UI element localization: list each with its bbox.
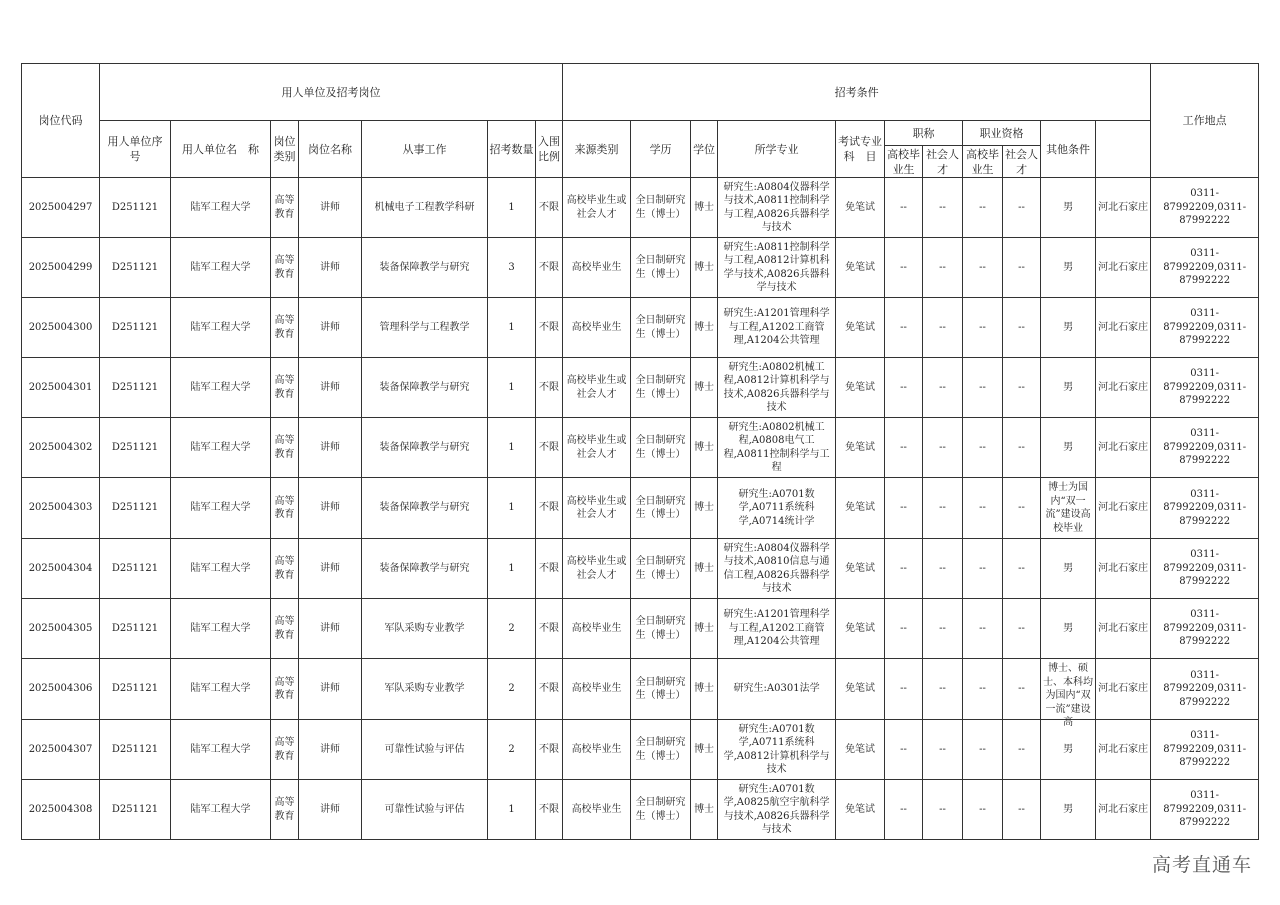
cell-phone: 0311-87992209,0311-87992222 (1151, 659, 1259, 720)
cell-title-social: -- (923, 780, 963, 840)
cell-qual-social: -- (1003, 358, 1041, 418)
header-ratio: 入围比例 (536, 121, 563, 178)
cell-location: 河北石家庄 (1096, 298, 1151, 358)
header-exam: 考试专业科 目 (836, 121, 885, 178)
cell-exam: 免笔试 (836, 358, 885, 418)
cell-unit-seq: D251121 (100, 659, 171, 720)
cell-count: 2 (488, 659, 536, 720)
cell-qual-social: -- (1003, 178, 1041, 238)
cell-location: 河北石家庄 (1096, 478, 1151, 539)
cell-other: 男 (1041, 599, 1096, 659)
cell-unit-name: 陆军工程大学 (171, 238, 271, 298)
table-row (22, 418, 1259, 478)
cell-title-graduate: -- (885, 478, 923, 539)
cell-post-code: 2025004308 (22, 780, 100, 840)
cell-title-graduate: -- (885, 358, 923, 418)
watermark: 高考直通车 (1151, 854, 1252, 876)
cell-qual-social: -- (1003, 599, 1041, 659)
cell-degree: 博士 (691, 358, 718, 418)
cell-title-social: -- (923, 478, 963, 539)
header-degree: 学位 (691, 121, 718, 178)
cell-degree: 博士 (691, 238, 718, 298)
cell-exam: 免笔试 (836, 418, 885, 478)
cell-major: 研究生:A0701数学,A0825航空宇航科学与技术,A0826兵器科学与技术 (718, 780, 836, 840)
cell-unit-seq: D251121 (100, 539, 171, 599)
cell-title-social: -- (923, 539, 963, 599)
cell-phone: 0311-87992209,0311-87992222 (1151, 720, 1259, 780)
cell-source: 高校毕业生 (563, 238, 631, 298)
cell-other (1041, 478, 1096, 539)
cell-count: 1 (488, 358, 536, 418)
table-row (22, 238, 1259, 298)
cell-other: 男 (1041, 358, 1096, 418)
cell-phone: 0311-87992209,0311-87992222 (1151, 298, 1259, 358)
cell-qual-graduate: -- (963, 599, 1003, 659)
cell-unit-name: 陆军工程大学 (171, 178, 271, 238)
cell-post-code: 2025004300 (22, 298, 100, 358)
cell-qual-social: -- (1003, 418, 1041, 478)
cell-exam: 免笔试 (836, 298, 885, 358)
cell-qual-graduate: -- (963, 418, 1003, 478)
cell-post-name: 讲师 (299, 478, 362, 539)
cell-count: 2 (488, 599, 536, 659)
table-header (22, 64, 1259, 178)
cell-major: 研究生:A1201管理科学与工程,A1202工商管理,A1204公共管理 (718, 599, 836, 659)
cell-source: 高校毕业生 (563, 599, 631, 659)
cell-unit-seq: D251121 (100, 358, 171, 418)
cell-work: 可靠性试验与评估 (362, 720, 488, 780)
cell-education: 全日制研究生（博士） (631, 720, 691, 780)
cell-phone: 0311-87992209,0311-87992222 (1151, 418, 1259, 478)
cell-ratio: 不限 (536, 780, 563, 840)
cell-title-social: -- (923, 599, 963, 659)
cell-qual-social: -- (1003, 780, 1041, 840)
cell-unit-seq: D251121 (100, 478, 171, 539)
cell-major: 研究生:A0701数学,A0711系统科学,A0812计算机科学与技术 (718, 720, 836, 780)
cell-qual-social: -- (1003, 659, 1041, 720)
table-row (22, 780, 1259, 840)
cell-title-graduate: -- (885, 539, 923, 599)
cell-title-graduate: -- (885, 298, 923, 358)
cell-source: 高校毕业生 (563, 720, 631, 780)
cell-qual-graduate: -- (963, 238, 1003, 298)
table-row (22, 539, 1259, 599)
header-unit-name: 用人单位名 称 (171, 121, 271, 178)
cell-phone: 0311-87992209,0311-87992222 (1151, 358, 1259, 418)
table-row (22, 298, 1259, 358)
cell-title-social: -- (923, 178, 963, 238)
cell-title-graduate: -- (885, 178, 923, 238)
cell-phone: 0311-87992209,0311-87992222 (1151, 539, 1259, 599)
cell-exam: 免笔试 (836, 720, 885, 780)
cell-degree: 博士 (691, 539, 718, 599)
cell-title-graduate: -- (885, 780, 923, 840)
header-title-social: 社会人才 (923, 146, 963, 178)
cell-post-name: 讲师 (299, 539, 362, 599)
cell-work: 装备保障教学与研究 (362, 418, 488, 478)
table-body (22, 178, 1259, 840)
cell-count: 1 (488, 298, 536, 358)
cell-ratio: 不限 (536, 418, 563, 478)
cell-other: 男 (1041, 780, 1096, 840)
table-row (22, 478, 1259, 539)
cell-source: 高校毕业生或社会人才 (563, 539, 631, 599)
cell-qual-graduate: -- (963, 178, 1003, 238)
cell-unit-name: 陆军工程大学 (171, 418, 271, 478)
header-work: 从事工作 (362, 121, 488, 178)
cell-title-social: -- (923, 659, 963, 720)
cell-post-type: 高等教育 (271, 358, 299, 418)
cell-education: 全日制研究生（博士） (631, 298, 691, 358)
cell-qual-graduate: -- (963, 539, 1003, 599)
cell-post-type: 高等教育 (271, 599, 299, 659)
cell-title-social: -- (923, 720, 963, 780)
cell-title-social: -- (923, 418, 963, 478)
cell-education: 全日制研究生（博士） (631, 599, 691, 659)
cell-other: 男 (1041, 418, 1096, 478)
cell-qual-social: -- (1003, 478, 1041, 539)
cell-ratio: 不限 (536, 720, 563, 780)
header-location: 工作地点 (1151, 64, 1259, 178)
header-post-code: 岗位代码 (22, 64, 100, 178)
cell-unit-name: 陆军工程大学 (171, 478, 271, 539)
header-source: 来源类别 (563, 121, 631, 178)
cell-education: 全日制研究生（博士） (631, 418, 691, 478)
cell-post-code: 2025004306 (22, 659, 100, 720)
cell-work: 可靠性试验与评估 (362, 780, 488, 840)
cell-exam: 免笔试 (836, 539, 885, 599)
cell-phone: 0311-87992209,0311-87992222 (1151, 178, 1259, 238)
cell-education: 全日制研究生（博士） (631, 358, 691, 418)
cell-source: 高校毕业生 (563, 298, 631, 358)
cell-ratio: 不限 (536, 358, 563, 418)
cell-work: 装备保障教学与研究 (362, 358, 488, 418)
cell-source: 高校毕业生或社会人才 (563, 358, 631, 418)
cell-major: 研究生:A0804仪器科学与技术,A0811控制科学与工程,A0826兵器科学与技术 (718, 178, 836, 238)
cell-exam: 免笔试 (836, 178, 885, 238)
cell-work: 军队采购专业教学 (362, 659, 488, 720)
cell-location: 河北石家庄 (1096, 238, 1151, 298)
cell-other: 男 (1041, 178, 1096, 238)
cell-major: 研究生:A0701数学,A0711系统科学,A0714统计学 (718, 478, 836, 539)
cell-phone: 0311-87992209,0311-87992222 (1151, 478, 1259, 539)
cell-post-type: 高等教育 (271, 659, 299, 720)
cell-unit-seq: D251121 (100, 298, 171, 358)
cell-exam: 免笔试 (836, 599, 885, 659)
cell-work: 装备保障教学与研究 (362, 478, 488, 539)
cell-source: 高校毕业生或社会人才 (563, 478, 631, 539)
cell-degree: 博士 (691, 780, 718, 840)
cell-post-code: 2025004299 (22, 238, 100, 298)
cell-post-type: 高等教育 (271, 478, 299, 539)
cell-post-type: 高等教育 (271, 178, 299, 238)
table-row (22, 358, 1259, 418)
header-post-name: 岗位名称 (299, 121, 362, 178)
cell-qual-graduate: -- (963, 659, 1003, 720)
cell-post-code: 2025004305 (22, 599, 100, 659)
cell-unit-seq: D251121 (100, 418, 171, 478)
cell-location: 河北石家庄 (1096, 418, 1151, 478)
cell-unit-name: 陆军工程大学 (171, 780, 271, 840)
cell-degree: 博士 (691, 418, 718, 478)
cell-work: 机械电子工程教学科研 (362, 178, 488, 238)
cell-unit-seq: D251121 (100, 780, 171, 840)
cell-phone: 0311-87992209,0311-87992222 (1151, 599, 1259, 659)
cell-post-name: 讲师 (299, 298, 362, 358)
table-row (22, 178, 1259, 238)
cell-education: 全日制研究生（博士） (631, 780, 691, 840)
table-row (22, 720, 1259, 780)
cell-title-graduate: -- (885, 720, 923, 780)
cell-unit-name: 陆军工程大学 (171, 298, 271, 358)
cell-exam: 免笔试 (836, 659, 885, 720)
cell-source: 高校毕业生 (563, 659, 631, 720)
cell-post-name: 讲师 (299, 599, 362, 659)
cell-ratio: 不限 (536, 238, 563, 298)
cell-title-graduate: -- (885, 599, 923, 659)
cell-other-text: 博士为国内“双一流”建设高校毕业 (1045, 482, 1091, 534)
cell-qual-graduate: -- (963, 478, 1003, 539)
cell-post-name: 讲师 (299, 178, 362, 238)
header-qualification-group: 职业资格 (963, 121, 1041, 146)
header-title-graduate: 高校毕业生 (885, 146, 923, 178)
cell-work: 军队采购专业教学 (362, 599, 488, 659)
cell-education: 全日制研究生（博士） (631, 178, 691, 238)
cell-title-graduate: -- (885, 238, 923, 298)
cell-other: 男 (1041, 539, 1096, 599)
cell-phone: 0311-87992209,0311-87992222 (1151, 238, 1259, 298)
cell-degree: 博士 (691, 599, 718, 659)
cell-work: 管理科学与工程教学 (362, 298, 488, 358)
cell-title-social: -- (923, 238, 963, 298)
cell-major: 研究生:A0804仪器科学与技术,A0810信息与通信工程,A0826兵器科学与技术 (718, 539, 836, 599)
cell-qual-graduate: -- (963, 780, 1003, 840)
header-qual-graduate: 高校毕业生 (963, 146, 1003, 178)
cell-education: 全日制研究生（博士） (631, 539, 691, 599)
cell-unit-name: 陆军工程大学 (171, 659, 271, 720)
cell-other: 男 (1041, 238, 1096, 298)
cell-ratio: 不限 (536, 478, 563, 539)
cell-qual-social: -- (1003, 539, 1041, 599)
cell-location: 河北石家庄 (1096, 780, 1151, 840)
header-post-type: 岗位类别 (271, 121, 299, 178)
cell-other: 男 (1041, 298, 1096, 358)
cell-post-type: 高等教育 (271, 720, 299, 780)
cell-post-code: 2025004301 (22, 358, 100, 418)
cell-title-graduate: -- (885, 659, 923, 720)
cell-degree: 博士 (691, 659, 718, 720)
cell-ratio: 不限 (536, 659, 563, 720)
cell-major: 研究生:A1201管理科学与工程,A1202工商管理,A1204公共管理 (718, 298, 836, 358)
cell-post-name: 讲师 (299, 238, 362, 298)
cell-ratio: 不限 (536, 178, 563, 238)
cell-education: 全日制研究生（博士） (631, 238, 691, 298)
cell-other (1041, 659, 1096, 728)
cell-ratio: 不限 (536, 539, 563, 599)
cell-unit-name: 陆军工程大学 (171, 599, 271, 659)
cell-source: 高校毕业生 (563, 780, 631, 840)
table-row (22, 659, 1259, 720)
cell-source: 高校毕业生或社会人才 (563, 178, 631, 238)
cell-degree: 博士 (691, 720, 718, 780)
cell-unit-seq: D251121 (100, 720, 171, 780)
cell-count: 1 (488, 780, 536, 840)
cell-post-type: 高等教育 (271, 238, 299, 298)
cell-location: 河北石家庄 (1096, 178, 1151, 238)
cell-work: 装备保障教学与研究 (362, 238, 488, 298)
cell-post-name: 讲师 (299, 358, 362, 418)
cell-degree: 博士 (691, 478, 718, 539)
cell-unit-name: 陆军工程大学 (171, 720, 271, 780)
cell-major: 研究生:A0811控制科学与工程,A0812计算机科学与技术,A0826兵器科学与技术 (718, 238, 836, 298)
cell-major: 研究生:A0802机械工程,A0812计算机科学与技术,A0826兵器科学与技术 (718, 358, 836, 418)
cell-location: 河北石家庄 (1096, 720, 1151, 780)
cell-qual-graduate: -- (963, 358, 1003, 418)
cell-post-code: 2025004303 (22, 478, 100, 539)
header-condition-group: 招考条件 (563, 64, 1151, 121)
cell-title-social: -- (923, 358, 963, 418)
header-major: 所学专业 (718, 121, 836, 178)
cell-unit-seq: D251121 (100, 599, 171, 659)
cell-post-code: 2025004302 (22, 418, 100, 478)
cell-count: 2 (488, 720, 536, 780)
cell-post-type: 高等教育 (271, 298, 299, 358)
cell-qual-graduate: -- (963, 720, 1003, 780)
recruitment-table (21, 63, 1259, 840)
cell-post-code: 2025004307 (22, 720, 100, 780)
cell-post-type: 高等教育 (271, 539, 299, 599)
header-title-group: 职称 (885, 121, 963, 146)
cell-other: 男 (1041, 720, 1096, 780)
cell-source: 高校毕业生或社会人才 (563, 418, 631, 478)
cell-work: 装备保障教学与研究 (362, 539, 488, 599)
cell-post-type: 高等教育 (271, 780, 299, 840)
cell-count: 1 (488, 539, 536, 599)
cell-education: 全日制研究生（博士） (631, 659, 691, 720)
cell-location: 河北石家庄 (1096, 659, 1151, 720)
cell-location: 河北石家庄 (1096, 539, 1151, 599)
header-qual-social: 社会人才 (1003, 146, 1041, 178)
cell-phone: 0311-87992209,0311-87992222 (1151, 780, 1259, 840)
cell-location: 河北石家庄 (1096, 358, 1151, 418)
cell-count: 1 (488, 418, 536, 478)
header-unit-seq: 用人单位序 号 (100, 121, 171, 178)
cell-post-name: 讲师 (299, 720, 362, 780)
header-count: 招考数量 (488, 121, 536, 178)
cell-ratio: 不限 (536, 298, 563, 358)
header-education: 学历 (631, 121, 691, 178)
cell-unit-seq: D251121 (100, 238, 171, 298)
cell-unit-seq: D251121 (100, 178, 171, 238)
cell-title-social: -- (923, 298, 963, 358)
header-unit-group: 用人单位及招考岗位 (100, 64, 563, 121)
cell-other-text: 博士、硕士、本科均为国内“双一流”建设高 (1043, 663, 1094, 728)
cell-post-name: 讲师 (299, 780, 362, 840)
cell-post-code: 2025004304 (22, 539, 100, 599)
cell-location: 河北石家庄 (1096, 599, 1151, 659)
cell-qual-social: -- (1003, 238, 1041, 298)
cell-degree: 博士 (691, 298, 718, 358)
cell-qual-graduate: -- (963, 298, 1003, 358)
header-other: 其他条件 (1041, 121, 1096, 178)
cell-qual-social: -- (1003, 298, 1041, 358)
cell-post-name: 讲师 (299, 659, 362, 720)
table-row (22, 599, 1259, 659)
cell-ratio: 不限 (536, 599, 563, 659)
cell-unit-name: 陆军工程大学 (171, 539, 271, 599)
cell-post-name: 讲师 (299, 418, 362, 478)
cell-exam: 免笔试 (836, 780, 885, 840)
cell-education: 全日制研究生（博士） (631, 478, 691, 539)
cell-count: 3 (488, 238, 536, 298)
cell-qual-social: -- (1003, 720, 1041, 780)
cell-post-type: 高等教育 (271, 418, 299, 478)
cell-major: 研究生:A0802机械工程,A0808电气工程,A0811控制科学与工程 (718, 418, 836, 478)
cell-exam: 免笔试 (836, 238, 885, 298)
cell-count: 1 (488, 178, 536, 238)
cell-exam: 免笔试 (836, 478, 885, 539)
cell-unit-name: 陆军工程大学 (171, 358, 271, 418)
cell-title-graduate: -- (885, 418, 923, 478)
cell-post-code: 2025004297 (22, 178, 100, 238)
cell-major: 研究生:A0301法学 (718, 659, 836, 720)
cell-count: 1 (488, 478, 536, 539)
cell-degree: 博士 (691, 178, 718, 238)
